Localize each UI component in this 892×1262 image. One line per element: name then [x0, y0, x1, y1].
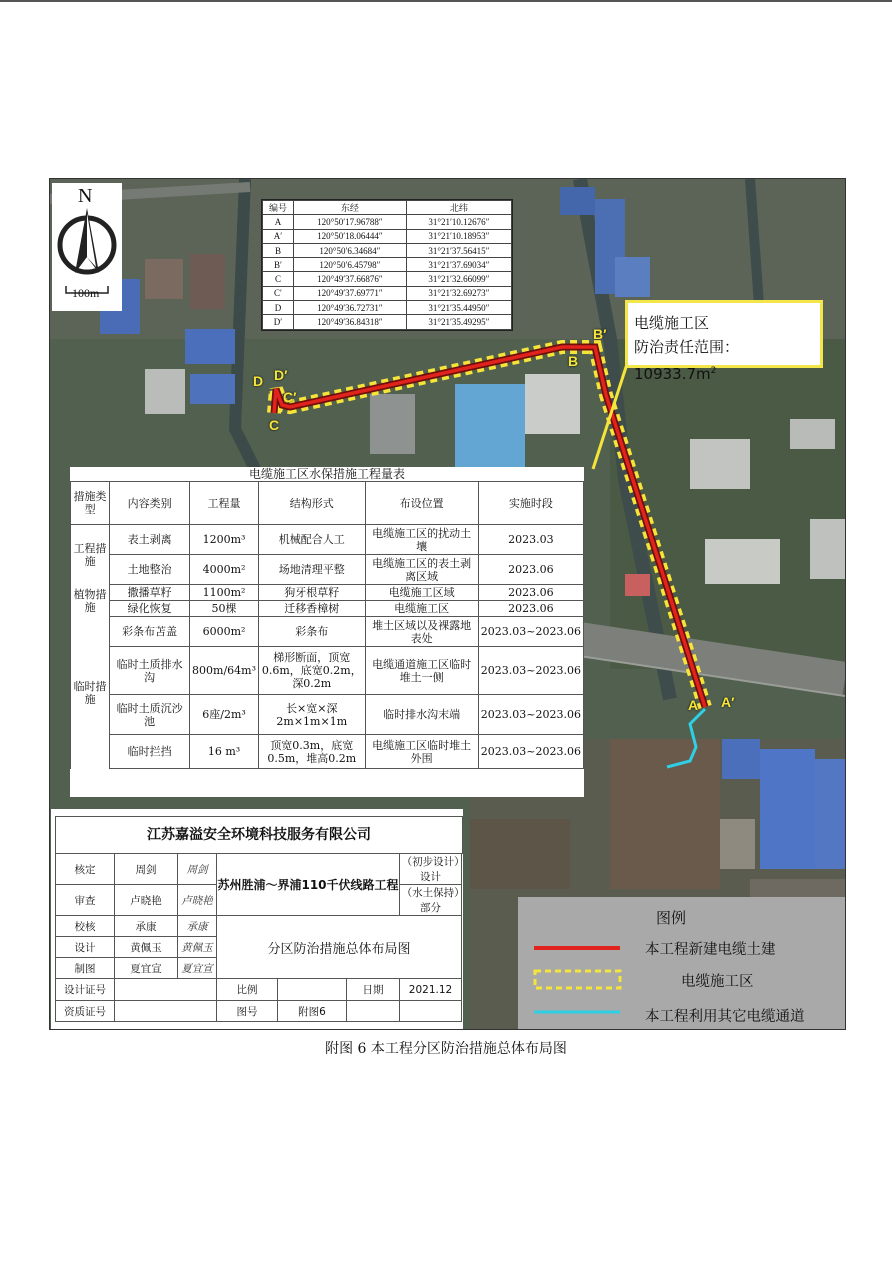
measures-cell: 电缆施工区域: [365, 585, 478, 601]
measures-cell: 16 m³: [190, 735, 259, 769]
scale-label: 100m: [72, 286, 100, 300]
legend-title: 图例: [656, 909, 687, 927]
point-label-b: B: [568, 353, 579, 369]
measures-header: 内容类别: [110, 482, 190, 525]
measures-cell: 临时排水沟末端: [365, 695, 478, 735]
coord-cell: 31°21′35.49295″: [406, 315, 511, 329]
measures-header: 布设位置: [365, 482, 478, 525]
measures-cell: 2023.06: [478, 585, 583, 601]
signature: 承康: [178, 916, 217, 937]
role-name: 夏宜宣: [115, 958, 178, 979]
coord-row: [263, 301, 512, 315]
measures-cell: 临时土质沉沙池: [110, 695, 190, 735]
measures-row: [71, 647, 584, 695]
role-name: 周剑: [115, 854, 178, 885]
measures-cell: 场地清理平整: [259, 555, 366, 585]
role-label: 校核: [56, 916, 115, 937]
role-name: 黄佩玉: [115, 937, 178, 958]
measures-cell: 6000m²: [190, 617, 259, 647]
measures-cell: 800m/64m³: [190, 647, 259, 695]
yellow-dashed-box-icon: [532, 967, 632, 993]
design-stage: （初步设计）设计: [400, 854, 462, 885]
point-label-a: A: [688, 697, 699, 713]
measures-cell: 2023.03: [478, 525, 583, 555]
date-label: 日期: [347, 979, 400, 1001]
measures-cell: 2023.06: [478, 555, 583, 585]
north-arrow-icon: [52, 183, 122, 283]
coordinate-table: [261, 199, 513, 331]
coord-cell: 120°50′6.34684″: [294, 243, 407, 257]
coord-row: [263, 215, 512, 229]
callout-area-text: 防治责任范围：10933.7m: [634, 338, 740, 383]
measures-row: [71, 585, 584, 601]
point-label-d: D: [253, 373, 264, 389]
design-cert-label: 设计证号: [56, 979, 115, 1001]
coord-cell: 120°50′6.45798″: [294, 258, 407, 272]
coord-cell: D: [263, 301, 294, 315]
date-value: 2021.12: [400, 979, 462, 1001]
measures-cell: 2023.03~2023.06: [478, 647, 583, 695]
measures-cell: 1100m²: [190, 585, 259, 601]
measures-cell: 电缆施工区: [365, 601, 478, 617]
measures-table-title: 电缆施工区水保措施工程量表: [248, 467, 405, 481]
coord-cell: 120°49′36.84318″: [294, 315, 407, 329]
legend-item: [518, 1005, 845, 1025]
measures-header: 工程量: [190, 482, 259, 525]
coord-cell: B: [263, 243, 294, 257]
measures-cell: 堆土区域以及裸露地表处: [365, 617, 478, 647]
measures-cell: 电缆施工区的扰动土壤: [365, 525, 478, 555]
measures-header: 实施时段: [478, 482, 583, 525]
measures-cell: 1200m³: [190, 525, 259, 555]
role-label: 核定: [56, 854, 115, 885]
blank-cell: [400, 1001, 462, 1022]
title-block-row: [56, 916, 462, 937]
coord-cell: 120°50′18.06444″: [294, 229, 407, 243]
measures-category: 工程措施: [71, 525, 110, 585]
design-cert-value: [115, 979, 217, 1001]
north-label: N: [78, 185, 93, 207]
coord-row: [263, 315, 512, 329]
point-label-a-prime: A′: [721, 694, 735, 710]
point-label-d-prime: D′: [274, 367, 288, 383]
role-name: 卢晓艳: [115, 885, 178, 916]
measures-header: 措施类型: [71, 482, 110, 525]
coord-cell: 31°21′37.56415″: [406, 243, 511, 257]
drawing-name: 分区防治措施总体布局图: [217, 916, 462, 979]
signature: 黄佩玉: [178, 937, 217, 958]
legend-label: 本工程利用其它电缆通道: [645, 1009, 805, 1025]
coord-row: [263, 243, 512, 257]
measures-row: [71, 617, 584, 647]
scale-label-cell: 比例: [217, 979, 278, 1001]
measures-cell: 6座/2m³: [190, 695, 259, 735]
coord-row: [263, 286, 512, 300]
coord-cell: 120°49′37.66876″: [294, 272, 407, 286]
measures-category: 临时措施: [71, 617, 110, 769]
coord-cell: C′: [263, 286, 294, 300]
qual-cert-value: [115, 1001, 217, 1022]
measures-cell: 电缆施工区的表土剥离区域: [365, 555, 478, 585]
figure-caption: 附图 6 本工程分区防治措施总体布局图: [325, 1041, 567, 1057]
red-line-icon: [532, 938, 622, 958]
measures-cell: 电缆通道施工区临时堆土一侧: [365, 647, 478, 695]
coord-cell: 31°21′10.18953″: [406, 229, 511, 243]
measures-table: [70, 467, 584, 797]
measures-cell: 2023.03~2023.06: [478, 735, 583, 769]
legend-item: [518, 938, 845, 958]
point-label-b-prime: B′: [593, 326, 607, 342]
point-label-c-prime: C′: [283, 389, 297, 405]
callout-area: [634, 335, 820, 386]
measures-cell: 梯形断面，顶宽0.6m，底宽0.2m，深0.2m: [259, 647, 366, 695]
role-name: 承康: [115, 916, 178, 937]
callout-leader: [590, 364, 630, 474]
drawing-no-value: 附图6: [278, 1001, 347, 1022]
legend-label: 电缆施工区: [681, 974, 754, 990]
measures-cell: 2023.03~2023.06: [478, 617, 583, 647]
title-block: [51, 809, 463, 1029]
coord-cell: 31°21′35.44950″: [406, 301, 511, 315]
role-label: 审查: [56, 885, 115, 916]
blank-cell: [347, 1001, 400, 1022]
coord-cell: A′: [263, 229, 294, 243]
coord-cell: 120°50′17.96788″: [294, 215, 407, 229]
callout-area-sup: 2: [710, 366, 717, 376]
measures-cell: 彩条布苫盖: [110, 617, 190, 647]
coord-header: 北纬: [406, 201, 511, 215]
map-legend: [518, 897, 845, 1029]
satellite-map: [49, 178, 846, 1030]
coord-cell: A: [263, 215, 294, 229]
legend-item: [518, 970, 845, 990]
measures-cell: 迁移香樟树: [259, 601, 366, 617]
coord-header-row: [263, 201, 512, 215]
measures-cell: 土地整治: [110, 555, 190, 585]
measures-row: [71, 735, 584, 769]
scale-value-cell: [278, 979, 347, 1001]
coord-cell: 31°21′37.69034″: [406, 258, 511, 272]
north-arrow: [52, 183, 122, 283]
coord-cell: D′: [263, 315, 294, 329]
measures-cell: 4000m²: [190, 555, 259, 585]
point-label-c: C: [269, 417, 280, 433]
company-name: 江苏嘉溢安全环境科技服务有限公司: [55, 816, 463, 854]
measures-cell: 绿化恢复: [110, 601, 190, 617]
measures-cell: 撒播草籽: [110, 585, 190, 601]
measures-cell: 彩条布: [259, 617, 366, 647]
measures-header: 结构形式: [259, 482, 366, 525]
coord-cell: 31°21′32.69273″: [406, 286, 511, 300]
construction-zone-callout: [625, 300, 823, 383]
measures-cell: 临时土质排水沟: [110, 647, 190, 695]
page-top-rule: [0, 0, 892, 2]
measures-cell: 表土剥离: [110, 525, 190, 555]
design-part: （水土保持）部分: [400, 885, 462, 916]
coord-cell: 31°21′32.66099″: [406, 272, 511, 286]
measures-cell: 狗牙根草籽: [259, 585, 366, 601]
coord-cell: 120°49′37.69771″: [294, 286, 407, 300]
scale-bar: [52, 283, 122, 311]
measures-cell: 2023.03~2023.06: [478, 695, 583, 735]
measures-header-row: [71, 482, 584, 525]
measures-row: [71, 601, 584, 617]
role-label: 制图: [56, 958, 115, 979]
measures-row: [71, 555, 584, 585]
coord-row: [263, 258, 512, 272]
measures-row: [71, 525, 584, 555]
coord-cell: C: [263, 272, 294, 286]
measures-cell: 机械配合人工: [259, 525, 366, 555]
coord-cell: 120°49′36.72731″: [294, 301, 407, 315]
measures-cell: 50棵: [190, 601, 259, 617]
coord-cell: 31°21′10.12676″: [406, 215, 511, 229]
title-block-row: [56, 854, 462, 885]
measures-cell: 临时拦挡: [110, 735, 190, 769]
cyan-line-icon: [532, 1005, 622, 1025]
coord-header: 编号: [263, 201, 294, 215]
measures-cell: 2023.06: [478, 601, 583, 617]
measures-cell: 长×宽×深 2m×1m×1m: [259, 695, 366, 735]
signature: 卢晓艳: [178, 885, 217, 916]
measures-category: 植物措施: [71, 585, 110, 617]
measures-cell: 顶宽0.3m，底宽0.5m，堆高0.2m: [259, 735, 366, 769]
measures-row: [71, 695, 584, 735]
callout-title: 电缆施工区: [634, 314, 710, 332]
measures-cell: 电缆施工区临时堆土外围: [365, 735, 478, 769]
signature: 夏宜宣: [178, 958, 217, 979]
legend-label: 本工程新建电缆土建: [645, 942, 776, 958]
role-label: 设计: [56, 937, 115, 958]
coord-header: 东经: [294, 201, 407, 215]
coord-cell: B′: [263, 258, 294, 272]
coord-row: [263, 272, 512, 286]
drawing-no-label: 图号: [217, 1001, 278, 1022]
qual-cert-label: 资质证号: [56, 1001, 115, 1022]
title-block-row: [56, 1001, 462, 1022]
title-block-row: [56, 979, 462, 1001]
project-name: 苏州胜浦～界浦110千伏线路工程: [217, 854, 400, 916]
coord-row: [263, 229, 512, 243]
signature: 周剑: [178, 854, 217, 885]
